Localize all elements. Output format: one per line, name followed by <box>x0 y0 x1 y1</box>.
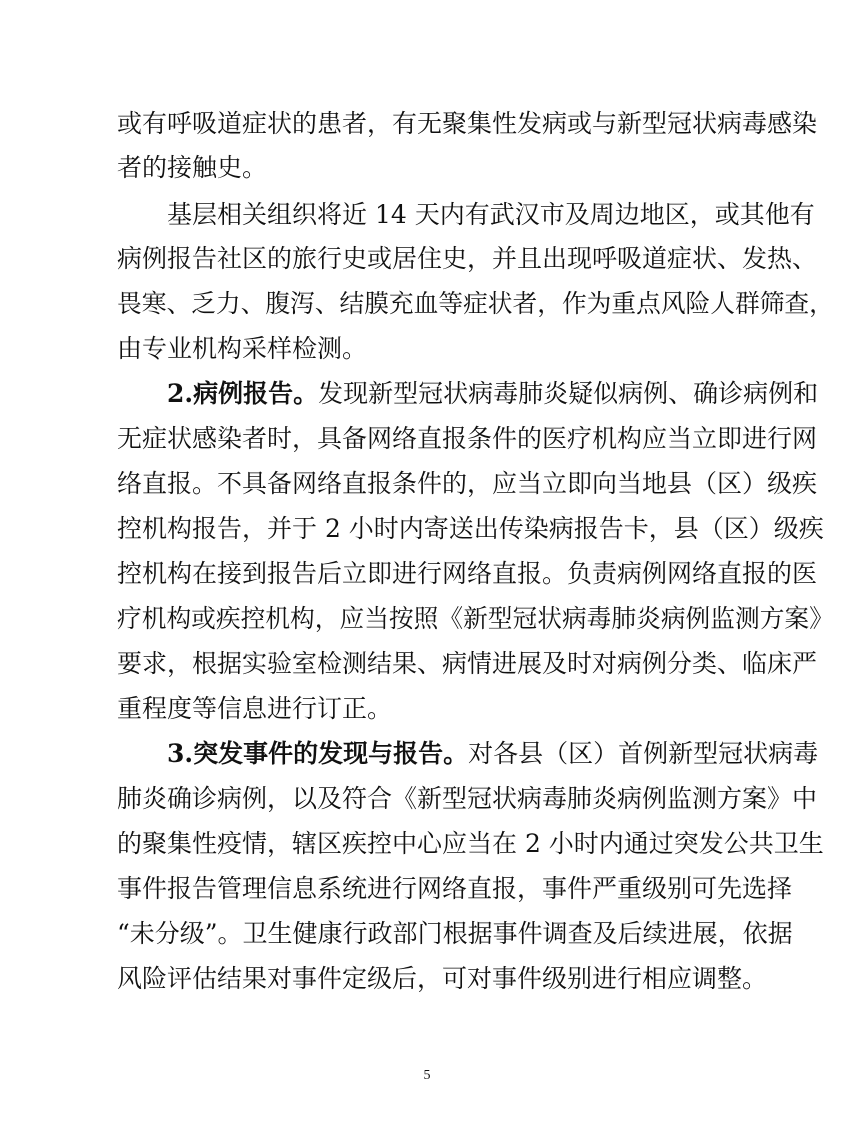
line-text: 对各县（区）首例新型冠状病毒 <box>468 739 819 768</box>
line-text: 的聚集性疫情，辖区疾控中心应当在 2 小时内通过突发公共卫生 <box>117 829 824 858</box>
text-line <box>117 779 834 819</box>
text-line <box>117 959 834 999</box>
text-line <box>117 869 834 909</box>
text-line <box>167 374 834 414</box>
text-line <box>117 599 834 639</box>
text-line <box>117 464 834 504</box>
text-line <box>167 734 834 774</box>
line-text: 风险评估结果对事件定级后，可对事件级别进行相应调整。 <box>117 964 768 993</box>
text-line <box>167 195 834 235</box>
line-text: 重程度等信息进行订正。 <box>117 694 393 723</box>
text-line <box>117 824 834 864</box>
line-text: 病例报告社区的旅行史或居住史，并且出现呼吸道症状、发热、 <box>117 244 818 273</box>
text-line <box>117 509 834 549</box>
line-text: 或有呼吸道症状的患者，有无聚集性发病或与新型冠状病毒感染 <box>117 109 818 138</box>
line-text: 要求，根据实验室检测结果、病情进展及时对病例分类、临床严 <box>117 649 818 678</box>
line-text: 基层相关组织将近 14 天内有武汉市及周边地区，或其他有 <box>167 200 815 229</box>
line-text: 络直报。不具备网络直报条件的，应当立即向当地县（区）级疾 <box>117 469 818 498</box>
text-line <box>117 239 834 279</box>
line-text: “未分级”。卫生健康行政部门根据事件调查及后续进展，依据 <box>117 919 793 948</box>
line-text: 肺炎确诊病例，以及符合《新型冠状病毒肺炎病例监测方案》中 <box>117 784 818 813</box>
line-text: 疗机构或疾控机构，应当按照《新型冠状病毒肺炎病例监测方案》 <box>117 604 834 633</box>
line-text: 由专业机构采样检测。 <box>117 334 368 363</box>
section-heading: 3.突发事件的发现与报告。 <box>167 739 469 768</box>
text-line <box>117 644 834 684</box>
line-text: 无症状感染者时，具备网络直报条件的医疗机构应当立即进行网 <box>117 424 818 453</box>
text-line <box>117 914 834 954</box>
line-text: 事件报告管理信息系统进行网络直报，事件严重级别可先选择 <box>117 874 793 903</box>
text-line <box>117 148 834 188</box>
page-number: 5 <box>423 1068 431 1083</box>
text-line <box>117 689 834 729</box>
text-line <box>117 554 834 594</box>
line-text: 控机构报告，并于 2 小时内寄送出传染病报告卡，县（区）级疾 <box>117 514 824 543</box>
text-line <box>117 419 834 459</box>
line-text: 畏寒、乏力、腹泻、结膜充血等症状者，作为重点风险人群筛查， <box>117 289 834 318</box>
line-text: 者的接触史。 <box>117 153 268 182</box>
text-line <box>117 104 834 144</box>
text-line <box>117 329 834 369</box>
section-heading: 2.病例报告。 <box>167 379 319 408</box>
line-text: 控机构在接到报告后立即进行网络直报。负责病例网络直报的医 <box>117 559 818 588</box>
line-text: 发现新型冠状病毒肺炎疑似病例、确诊病例和 <box>318 379 819 408</box>
text-line <box>117 284 834 324</box>
